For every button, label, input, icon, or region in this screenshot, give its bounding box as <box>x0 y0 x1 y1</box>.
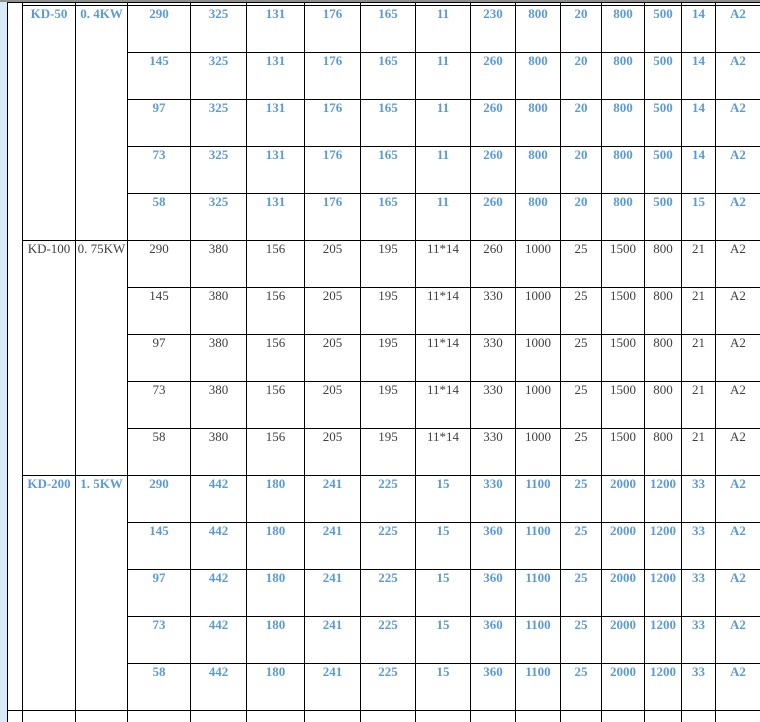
value-cell: 21 <box>682 335 716 382</box>
value-cell: 442 <box>191 523 247 570</box>
value-cell: 260 <box>471 241 516 288</box>
value-cell: 205 <box>305 382 361 429</box>
value-cell: 241 <box>305 617 361 664</box>
value-cell: 180 <box>247 570 305 617</box>
value-cell: 1000 <box>516 335 561 382</box>
data-column-sliver <box>416 711 471 722</box>
value-cell: 330 <box>471 335 516 382</box>
value-cell: 15 <box>416 476 471 523</box>
value-cell: 25 <box>561 617 602 664</box>
value-cell: 33 <box>682 570 716 617</box>
value-cell: 380 <box>191 241 247 288</box>
value-cell: 11 <box>416 100 471 147</box>
value-cell: 14 <box>682 53 716 100</box>
value-cell: 800 <box>516 53 561 100</box>
value-cell: 165 <box>361 6 416 53</box>
value-cell: 15 <box>416 617 471 664</box>
value-cell: 442 <box>191 617 247 664</box>
value-cell: 156 <box>247 241 305 288</box>
value-cell: 15 <box>416 664 471 711</box>
value-cell: 260 <box>471 53 516 100</box>
data-column-sliver <box>361 711 416 722</box>
power-column-sliver <box>76 711 128 722</box>
value-cell: 205 <box>305 288 361 335</box>
data-column-sliver <box>471 711 516 722</box>
value-cell: 1100 <box>516 617 561 664</box>
data-column-sliver <box>716 711 760 722</box>
data-column-sliver <box>645 711 682 722</box>
value-cell: A2 <box>716 429 760 476</box>
value-cell: 2000 <box>602 617 645 664</box>
table-row <box>8 476 760 523</box>
value-cell: 131 <box>247 53 305 100</box>
value-cell: A2 <box>716 335 760 382</box>
value-cell: 325 <box>191 6 247 53</box>
value-cell: 195 <box>361 382 416 429</box>
value-cell: 156 <box>247 288 305 335</box>
value-cell: 21 <box>682 288 716 335</box>
value-cell: A2 <box>716 523 760 570</box>
value-cell: 1200 <box>645 617 682 664</box>
value-cell: 330 <box>471 476 516 523</box>
value-cell: 205 <box>305 429 361 476</box>
value-cell: 20 <box>561 147 602 194</box>
value-cell: 180 <box>247 617 305 664</box>
value-cell: 156 <box>247 382 305 429</box>
value-cell: 360 <box>471 664 516 711</box>
value-cell: 20 <box>561 100 602 147</box>
value-cell: 73 <box>128 617 191 664</box>
value-cell: 176 <box>305 100 361 147</box>
value-cell: 800 <box>516 194 561 241</box>
data-column-sliver <box>128 711 191 722</box>
value-cell: 176 <box>305 53 361 100</box>
value-cell: 442 <box>191 664 247 711</box>
value-cell: 1000 <box>516 382 561 429</box>
value-cell: 500 <box>645 100 682 147</box>
value-cell: 800 <box>516 147 561 194</box>
value-cell: 290 <box>128 476 191 523</box>
value-cell: 205 <box>305 241 361 288</box>
value-cell: 25 <box>561 476 602 523</box>
value-cell: 195 <box>361 335 416 382</box>
value-cell: 1500 <box>602 335 645 382</box>
value-cell: 11*14 <box>416 335 471 382</box>
value-cell: A2 <box>716 6 760 53</box>
value-cell: 800 <box>645 288 682 335</box>
value-cell: 260 <box>471 147 516 194</box>
value-cell: 260 <box>471 100 516 147</box>
value-cell: 33 <box>682 523 716 570</box>
value-cell: 11*14 <box>416 241 471 288</box>
value-cell: 1100 <box>516 570 561 617</box>
value-cell: 1200 <box>645 523 682 570</box>
value-cell: A2 <box>716 617 760 664</box>
value-cell: 14 <box>682 100 716 147</box>
value-cell: 33 <box>682 617 716 664</box>
value-cell: 500 <box>645 194 682 241</box>
value-cell: 25 <box>561 382 602 429</box>
value-cell: A2 <box>716 288 760 335</box>
table-row <box>8 6 760 53</box>
value-cell: 165 <box>361 100 416 147</box>
value-cell: 241 <box>305 476 361 523</box>
value-cell: 325 <box>191 53 247 100</box>
value-cell: 176 <box>305 147 361 194</box>
value-cell: 11 <box>416 6 471 53</box>
value-cell: 165 <box>361 194 416 241</box>
value-cell: 225 <box>361 617 416 664</box>
value-cell: 380 <box>191 288 247 335</box>
model-cell: KD-200 <box>23 476 76 711</box>
value-cell: 145 <box>128 53 191 100</box>
value-cell: A2 <box>716 570 760 617</box>
value-cell: 800 <box>602 147 645 194</box>
narrow-first-column-cell <box>8 3 23 711</box>
spec-table <box>7 2 760 722</box>
value-cell: 25 <box>561 288 602 335</box>
value-cell: 15 <box>682 194 716 241</box>
value-cell: 25 <box>561 429 602 476</box>
value-cell: A2 <box>716 53 760 100</box>
value-cell: 380 <box>191 382 247 429</box>
value-cell: 1200 <box>645 570 682 617</box>
value-cell: 225 <box>361 570 416 617</box>
data-column-sliver <box>247 711 305 722</box>
value-cell: A2 <box>716 382 760 429</box>
value-cell: 15 <box>416 523 471 570</box>
value-cell: 156 <box>247 335 305 382</box>
value-cell: 330 <box>471 382 516 429</box>
value-cell: A2 <box>716 147 760 194</box>
value-cell: 1100 <box>516 664 561 711</box>
data-column-sliver <box>305 711 361 722</box>
value-cell: 241 <box>305 664 361 711</box>
value-cell: 360 <box>471 570 516 617</box>
value-cell: 195 <box>361 288 416 335</box>
value-cell: A2 <box>716 194 760 241</box>
value-cell: 11 <box>416 194 471 241</box>
value-cell: 131 <box>247 194 305 241</box>
value-cell: 1100 <box>516 523 561 570</box>
value-cell: 325 <box>191 100 247 147</box>
table-row <box>8 241 760 288</box>
value-cell: 500 <box>645 53 682 100</box>
value-cell: 176 <box>305 194 361 241</box>
value-cell: 195 <box>361 429 416 476</box>
value-cell: 11*14 <box>416 382 471 429</box>
value-cell: 800 <box>645 382 682 429</box>
value-cell: 241 <box>305 523 361 570</box>
value-cell: 1200 <box>645 664 682 711</box>
value-cell: 14 <box>682 147 716 194</box>
value-cell: 1500 <box>602 241 645 288</box>
value-cell: 25 <box>561 570 602 617</box>
data-column-sliver <box>682 711 716 722</box>
value-cell: 442 <box>191 476 247 523</box>
value-cell: 230 <box>471 6 516 53</box>
value-cell: 1100 <box>516 476 561 523</box>
value-cell: 25 <box>561 523 602 570</box>
value-cell: A2 <box>716 476 760 523</box>
value-cell: 1000 <box>516 288 561 335</box>
power-cell: 1. 5KW <box>76 476 128 711</box>
value-cell: 2000 <box>602 570 645 617</box>
page-left-margin <box>0 2 7 722</box>
value-cell: 21 <box>682 429 716 476</box>
value-cell: 225 <box>361 664 416 711</box>
value-cell: A2 <box>716 100 760 147</box>
value-cell: 800 <box>516 100 561 147</box>
value-cell: 360 <box>471 523 516 570</box>
value-cell: 156 <box>247 429 305 476</box>
value-cell: 131 <box>247 6 305 53</box>
value-cell: 330 <box>471 288 516 335</box>
value-cell: 25 <box>561 664 602 711</box>
value-cell: 176 <box>305 6 361 53</box>
value-cell: 800 <box>645 429 682 476</box>
data-column-sliver <box>516 711 561 722</box>
value-cell: 145 <box>128 288 191 335</box>
value-cell: 11*14 <box>416 429 471 476</box>
value-cell: 800 <box>516 6 561 53</box>
value-cell: 73 <box>128 382 191 429</box>
value-cell: 131 <box>247 147 305 194</box>
value-cell: 325 <box>191 194 247 241</box>
value-cell: 33 <box>682 476 716 523</box>
value-cell: 11 <box>416 53 471 100</box>
value-cell: 260 <box>471 194 516 241</box>
value-cell: 1500 <box>602 382 645 429</box>
value-cell: 290 <box>128 6 191 53</box>
value-cell: 800 <box>602 53 645 100</box>
model-cell: KD-100 <box>23 241 76 476</box>
value-cell: 58 <box>128 194 191 241</box>
value-cell: 165 <box>361 53 416 100</box>
value-cell: 20 <box>561 6 602 53</box>
value-cell: 500 <box>645 6 682 53</box>
model-cell: KD-50 <box>23 6 76 241</box>
value-cell: 58 <box>128 664 191 711</box>
value-cell: 2000 <box>602 523 645 570</box>
value-cell: 1200 <box>645 476 682 523</box>
value-cell: 73 <box>128 147 191 194</box>
value-cell: 225 <box>361 523 416 570</box>
value-cell: 225 <box>361 476 416 523</box>
value-cell: 1000 <box>516 429 561 476</box>
value-cell: 800 <box>602 100 645 147</box>
value-cell: A2 <box>716 241 760 288</box>
value-cell: 180 <box>247 664 305 711</box>
value-cell: 33 <box>682 664 716 711</box>
value-cell: 14 <box>682 6 716 53</box>
value-cell: 145 <box>128 523 191 570</box>
value-cell: 330 <box>471 429 516 476</box>
value-cell: 380 <box>191 335 247 382</box>
value-cell: 11*14 <box>416 288 471 335</box>
data-column-sliver <box>561 711 602 722</box>
value-cell: 97 <box>128 335 191 382</box>
value-cell: 800 <box>602 194 645 241</box>
value-cell: 165 <box>361 147 416 194</box>
value-cell: 380 <box>191 429 247 476</box>
value-cell: 15 <box>416 570 471 617</box>
value-cell: 180 <box>247 476 305 523</box>
value-cell: 442 <box>191 570 247 617</box>
cutoff-row-bottom <box>8 711 760 722</box>
value-cell: 290 <box>128 241 191 288</box>
power-cell: 0. 75KW <box>76 241 128 476</box>
value-cell: 360 <box>471 617 516 664</box>
value-cell: 25 <box>561 241 602 288</box>
value-cell: 97 <box>128 100 191 147</box>
value-cell: 1000 <box>516 241 561 288</box>
value-cell: 1500 <box>602 288 645 335</box>
value-cell: 20 <box>561 53 602 100</box>
value-cell: 25 <box>561 335 602 382</box>
model-column-sliver <box>23 711 76 722</box>
value-cell: 11 <box>416 147 471 194</box>
value-cell: 21 <box>682 382 716 429</box>
value-cell: 58 <box>128 429 191 476</box>
spec-table-body <box>8 3 760 722</box>
value-cell: 131 <box>247 100 305 147</box>
value-cell: A2 <box>716 664 760 711</box>
value-cell: 97 <box>128 570 191 617</box>
power-cell: 0. 4KW <box>76 6 128 241</box>
narrow-first-column-cell <box>8 711 23 722</box>
value-cell: 21 <box>682 241 716 288</box>
value-cell: 2000 <box>602 476 645 523</box>
value-cell: 1500 <box>602 429 645 476</box>
value-cell: 500 <box>645 147 682 194</box>
value-cell: 180 <box>247 523 305 570</box>
value-cell: 800 <box>645 335 682 382</box>
value-cell: 325 <box>191 147 247 194</box>
data-column-sliver <box>602 711 645 722</box>
data-column-sliver <box>191 711 247 722</box>
value-cell: 195 <box>361 241 416 288</box>
value-cell: 2000 <box>602 664 645 711</box>
value-cell: 241 <box>305 570 361 617</box>
value-cell: 205 <box>305 335 361 382</box>
value-cell: 800 <box>645 241 682 288</box>
value-cell: 20 <box>561 194 602 241</box>
value-cell: 800 <box>602 6 645 53</box>
